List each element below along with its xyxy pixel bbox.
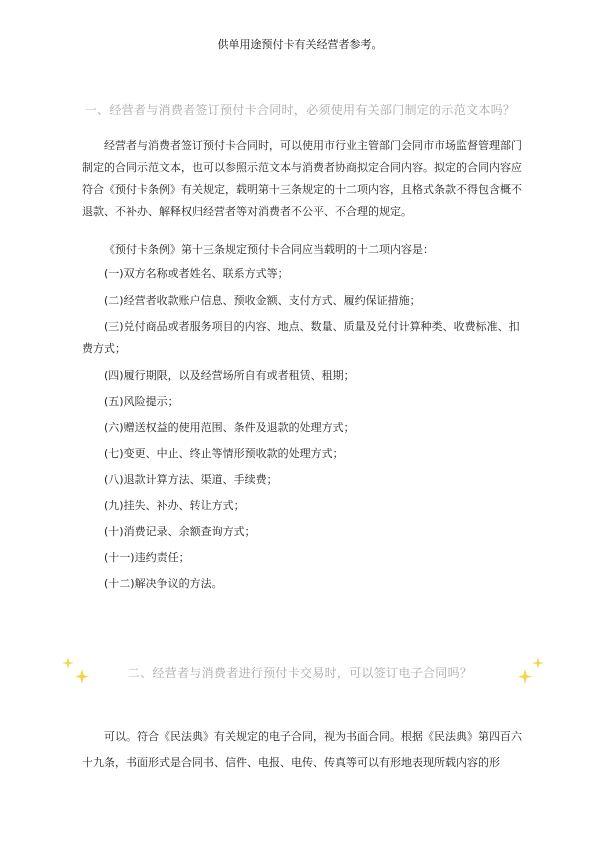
- list-item-4: (四)履行期限，以及经营场所自有或者租赁、租期；: [104, 369, 355, 382]
- list-item-5: (五)风险提示；: [104, 395, 179, 408]
- section2-paragraph: 可以。符合《民法典》有关规定的电子合同，视为书面合同。根据《民法典》第四百六十九条，书面形式是合同书、信件、电报、电传、传真等可以有形地表现所载内容的形: [82, 730, 522, 769]
- list-item-3: (三)兑付商品或者服务项目的内容、地点、数量、质量及兑付计算种类、收费标准、扣费方式；: [82, 320, 520, 355]
- section1-paragraph1: 经营者与消费者签订预付卡合同时，可以使用市行业主管部门会同市市场监督管理部门制定的合同示范文本，也可以参照示范文本与消费者协商拟定合同内容。拟定的合同内容应符合《预付卡条例》有关规定，载明第十三条规定的十二项内容，且格式条款不得包含概不退款、不补办、解释权归经营者等对消费者不公平、不合理的规定。: [82, 139, 522, 218]
- list-item-2: (二)经营者收款账户信息、预收金额、支付方式、履约保证措施；: [104, 294, 421, 307]
- section1-question: 一、经营者与消费者签订预付卡合同时，必须使用有关部门制定的示范文本吗？: [84, 103, 516, 117]
- header-note: 供单用途预付卡有关经营者参考。: [217, 38, 383, 51]
- list-item-12: (十二)解决争议的方法。: [104, 577, 223, 590]
- list-item-9: (九)挂失、补办、转让方式；: [104, 499, 245, 512]
- list-item-11: (十一)违约责任；: [104, 551, 190, 564]
- list-item-7: (七)变更、中止、终止等情形预收款的处理方式；: [104, 447, 344, 460]
- list-item-8: (八)退款计算方法、渠道、手续费；: [104, 473, 278, 486]
- section2-question: 二、经营者与消费者进行预付卡交易时，可以签订电子合同吗？: [127, 666, 473, 680]
- list-item-10: (十)消费记录、余额查询方式；: [104, 525, 256, 538]
- list-item-6: (六)赠送权益的使用范围、条件及退款的处理方式；: [104, 421, 355, 434]
- section1-paragraph2: 《预付卡条例》第十三条规定预付卡合同应当载明的十二项内容是：: [104, 243, 434, 256]
- list-item-1: (一)双方名称或者姓名、联系方式等；: [104, 267, 289, 280]
